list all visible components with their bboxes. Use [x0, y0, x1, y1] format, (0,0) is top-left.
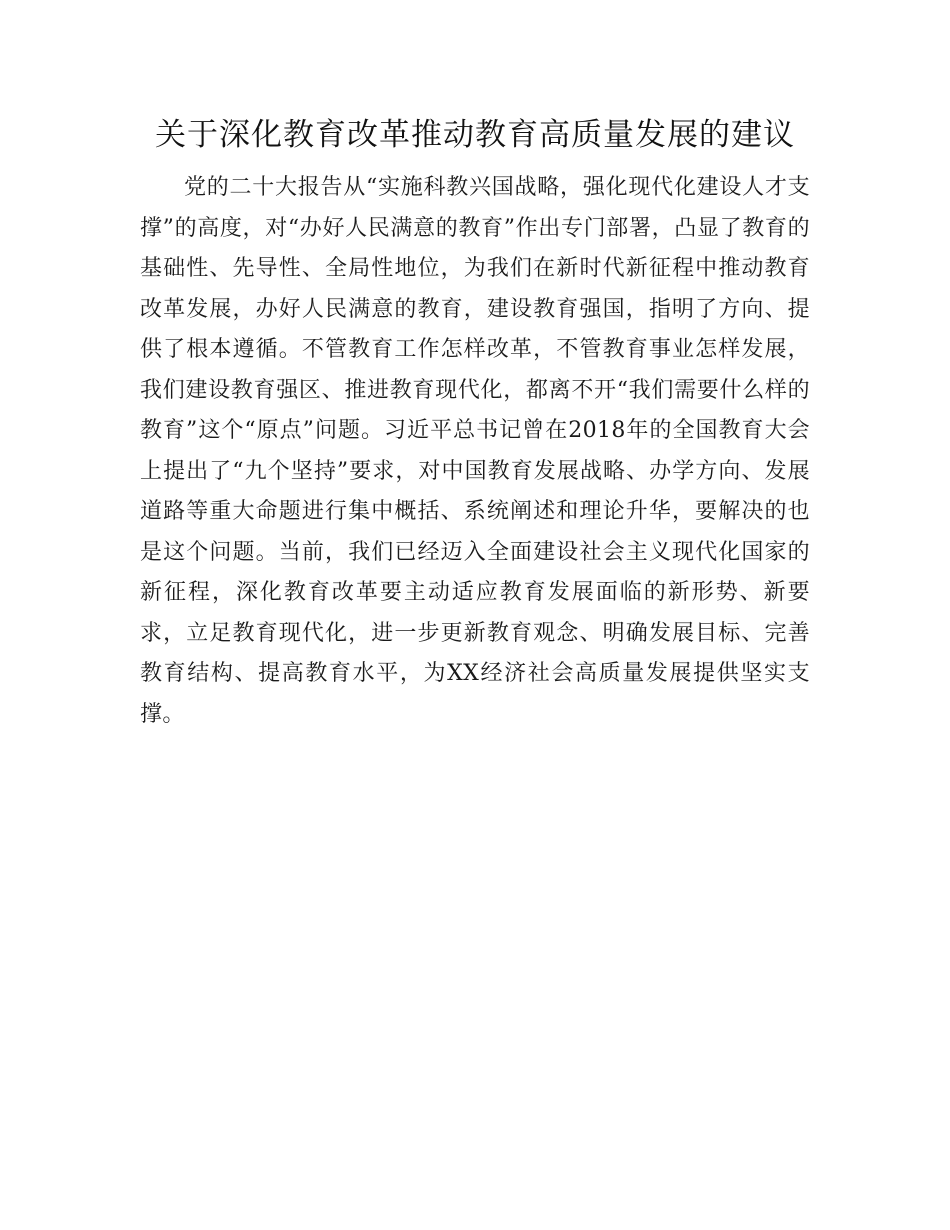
body-paragraph: 党的二十大报告从“实施科教兴国战略，强化现代化建设人才支撑”的高度，对“办好人民满意的教育”作出专门部署，凸显了教育的基础性、先导性、全局性地位，为我们在新时代新征程中推动教育改革发展，办好人民满意的教育，建设教育强国，指明了方向、提供了根本遵循。不管教育工作怎样改革，不管教育事业怎样发展，我们建设教育强区、推进教育现代化，都离不开“我们需要什么样的教育”这个“原点”问题。习近平总书记曾在2018年的全国教育大会上提出了“九个坚持”要求，对中国教育发展战略、办学方向、发展道路等重大命题进行集中概括、系统阐述和理论升华，要解决的也是这个问题。当前，我们已经迈入全面建设社会主义现代化国家的新征程，深化教育改革要主动适应教育发展面临的新形势、新要求，立足教育现代化，进一步更新教育观念、明确发展目标、完善教育结构、提高教育水平，为XX经济社会高质量发展提供坚实支撑。	[140, 175, 810, 727]
document-title: 关于深化教育改革推动教育高质量发展的建议	[155, 117, 795, 153]
